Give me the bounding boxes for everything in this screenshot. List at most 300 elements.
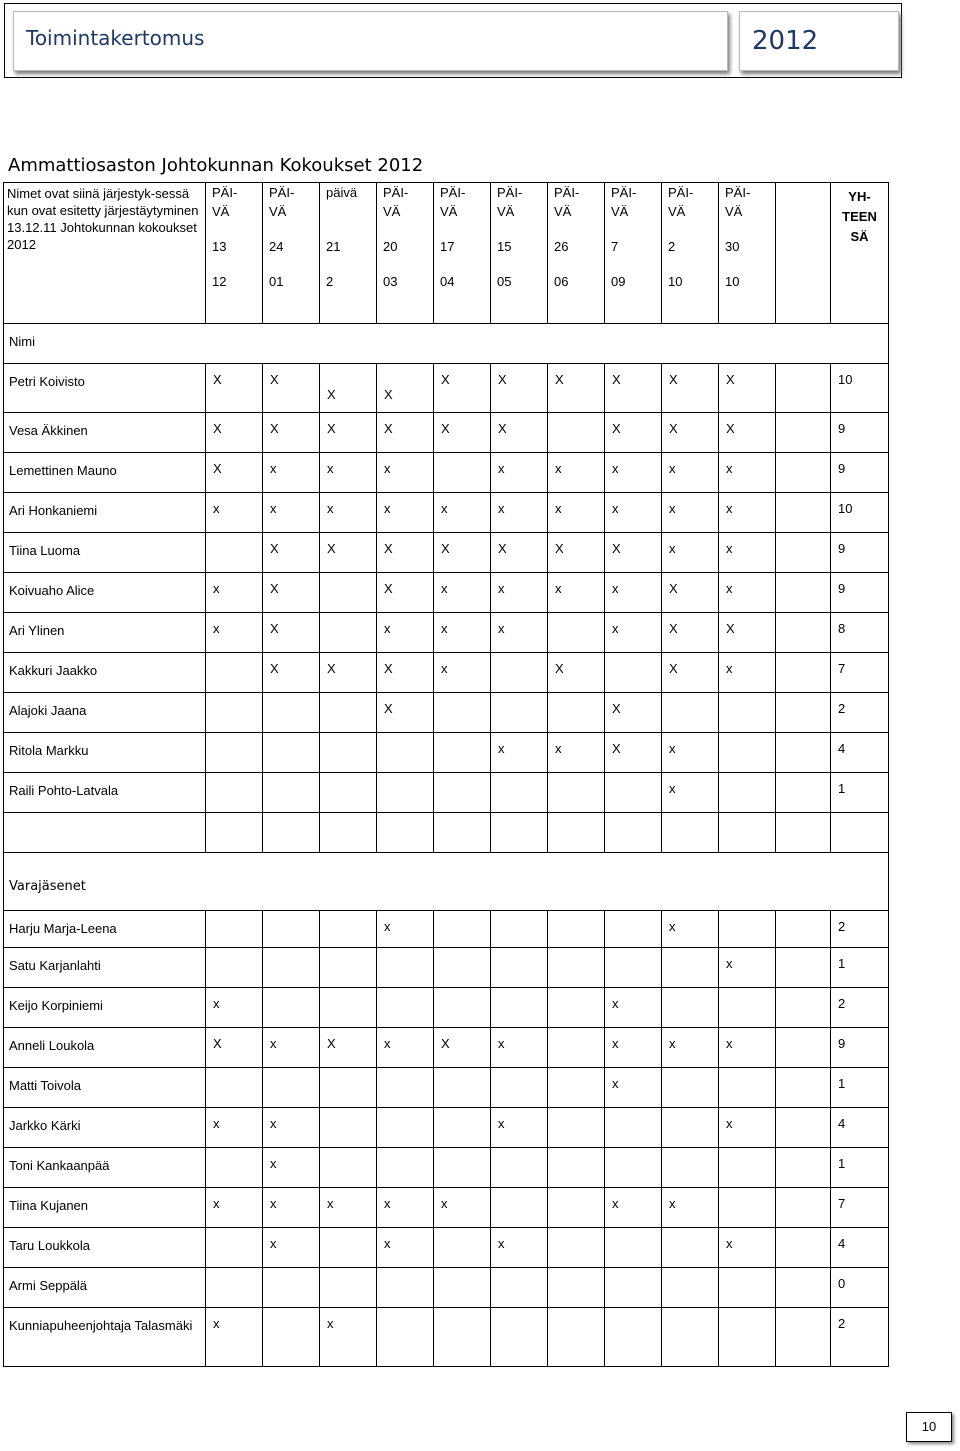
member-name: Anneli Loukola (4, 1028, 206, 1068)
attendance-mark (605, 653, 662, 693)
attendance-mark (320, 1108, 377, 1148)
attendance-mark: X (491, 364, 548, 413)
attendance-mark: x (206, 1308, 263, 1367)
member-name: Satu Karjanlahti (4, 948, 206, 988)
member-row (4, 533, 889, 573)
attendance-mark: x (263, 1108, 320, 1148)
empty-cell (719, 813, 776, 853)
attendance-mark: x (719, 453, 776, 493)
attendance-mark: x (662, 533, 719, 573)
attendance-mark (548, 693, 605, 733)
member-name: Armi Seppälä (4, 1268, 206, 1308)
empty-cell (263, 813, 320, 853)
member-name: Ari Honkaniemi (4, 493, 206, 533)
empty-cell (548, 813, 605, 853)
meeting-month: 10 (668, 274, 683, 289)
attendance-mark (548, 1268, 605, 1308)
day-label: VÄ (440, 204, 458, 219)
attendance-mark (548, 773, 605, 813)
attendance-mark (320, 693, 377, 733)
member-row (4, 613, 889, 653)
empty-cell (776, 453, 831, 493)
member-row (4, 1188, 889, 1228)
attendance-mark (605, 1268, 662, 1308)
day-label: PÄI- (668, 185, 694, 200)
attendance-mark: X (263, 364, 320, 413)
meeting-day: 2 (668, 239, 676, 254)
member-total: 2 (831, 1308, 889, 1367)
member-total: 9 (831, 1028, 889, 1068)
attendance-mark (263, 1068, 320, 1108)
attendance-mark: x (206, 613, 263, 653)
attendance-mark: X (662, 573, 719, 613)
member-total: 4 (831, 1228, 889, 1268)
empty-cell (206, 813, 263, 853)
attendance-mark (206, 693, 263, 733)
attendance-mark (320, 1148, 377, 1188)
attendance-mark (434, 453, 491, 493)
attendance-mark: X (263, 653, 320, 693)
attendance-mark: x (548, 733, 605, 773)
meeting-day: 30 (725, 239, 740, 254)
member-name: Taru Loukkola (4, 1228, 206, 1268)
attendance-mark (434, 1068, 491, 1108)
attendance-mark-text: X (327, 387, 336, 402)
attendance-mark (434, 948, 491, 988)
total-header (831, 183, 889, 324)
day-label: PÄI- (269, 185, 295, 200)
attendance-mark (434, 693, 491, 733)
attendance-mark (605, 911, 662, 948)
empty-cell (831, 813, 889, 853)
day-label: VÄ (611, 204, 629, 219)
empty-cell (776, 1068, 831, 1108)
attendance-mark (605, 1308, 662, 1367)
member-total: 2 (831, 693, 889, 733)
attendance-mark (548, 1228, 605, 1268)
member-row (4, 413, 889, 453)
attendance-mark: x (605, 1028, 662, 1068)
attendance-mark (434, 1148, 491, 1188)
meeting-month: 09 (611, 274, 626, 289)
attendance-mark: x (662, 453, 719, 493)
attendance-mark (377, 1268, 434, 1308)
day-label: päivä (326, 185, 358, 200)
empty-cell (776, 493, 831, 533)
attendance-mark (662, 1268, 719, 1308)
attendance-mark (434, 733, 491, 773)
meeting-date-header (434, 183, 491, 324)
attendance-mark: x (263, 1188, 320, 1228)
attendance-mark: x (377, 493, 434, 533)
attendance-mark (605, 773, 662, 813)
member-name: Ari Ylinen (4, 613, 206, 653)
member-row (4, 1308, 889, 1367)
member-total: 8 (831, 613, 889, 653)
attendance-mark (263, 693, 320, 733)
attendance-mark (719, 773, 776, 813)
attendance-mark (719, 1308, 776, 1367)
meeting-day: 15 (497, 239, 512, 254)
attendance-mark: x (662, 911, 719, 948)
member-total: 0 (831, 1268, 889, 1308)
attendance-mark (377, 1068, 434, 1108)
attendance-mark (605, 1228, 662, 1268)
attendance-mark (320, 1268, 377, 1308)
member-total: 2 (831, 911, 889, 948)
attendance-mark: X (320, 533, 377, 573)
attendance-mark: X (434, 364, 491, 413)
empty-cell (776, 1148, 831, 1188)
empty-cell (491, 813, 548, 853)
attendance-mark-text: X (384, 387, 393, 402)
attendance-mark (662, 988, 719, 1028)
attendance-mark (263, 948, 320, 988)
attendance-mark: x (263, 453, 320, 493)
attendance-mark (434, 773, 491, 813)
attendance-mark: x (491, 573, 548, 613)
attendance-mark (320, 573, 377, 613)
attendance-mark: X (491, 533, 548, 573)
name-column-label: Nimi (4, 324, 889, 364)
attendance-mark (206, 1268, 263, 1308)
attendance-mark (320, 773, 377, 813)
attendance-mark (662, 948, 719, 988)
empty-cell (776, 693, 831, 733)
attendance-mark: x (491, 613, 548, 653)
attendance-mark (320, 613, 377, 653)
member-name: Vesa Äkkinen (4, 413, 206, 453)
empty-cell (776, 413, 831, 453)
attendance-mark (491, 911, 548, 948)
meeting-date-header (377, 183, 434, 324)
attendance-mark (320, 911, 377, 948)
attendance-mark: x (605, 1068, 662, 1108)
attendance-mark: X (548, 653, 605, 693)
attendance-mark: x (263, 1148, 320, 1188)
attendance-mark (377, 364, 434, 413)
member-row (4, 1228, 889, 1268)
attendance-mark: x (662, 1028, 719, 1068)
attendance-table (3, 182, 889, 1367)
meeting-date-header (662, 183, 719, 324)
header-title-box (13, 11, 728, 71)
attendance-mark (377, 1308, 434, 1367)
attendance-mark: X (320, 653, 377, 693)
attendance-mark: X (605, 364, 662, 413)
attendance-mark: X (434, 413, 491, 453)
member-row (4, 1148, 889, 1188)
attendance-mark: X (548, 364, 605, 413)
empty-cell (776, 1108, 831, 1148)
day-label: PÄI- (212, 185, 238, 200)
total-header-line: TEEN (842, 209, 877, 224)
attendance-mark (206, 948, 263, 988)
member-name: Matti Toivola (4, 1068, 206, 1108)
attendance-mark (320, 733, 377, 773)
member-total: 1 (831, 1148, 889, 1188)
empty-cell (776, 653, 831, 693)
attendance-mark (434, 1268, 491, 1308)
attendance-mark: X (263, 573, 320, 613)
attendance-mark: x (206, 1188, 263, 1228)
attendance-mark: x (662, 773, 719, 813)
attendance-mark: X (605, 693, 662, 733)
attendance-mark (206, 533, 263, 573)
attendance-mark: x (434, 493, 491, 533)
attendance-mark: x (605, 1188, 662, 1228)
header-year-box (739, 11, 899, 71)
document-year: 2012 (752, 26, 819, 56)
meeting-date-header (491, 183, 548, 324)
member-total: 7 (831, 1188, 889, 1228)
attendance-mark (320, 364, 377, 413)
attendance-mark: X (491, 413, 548, 453)
attendance-mark: X (263, 533, 320, 573)
attendance-mark: X (662, 653, 719, 693)
member-total: 7 (831, 653, 889, 693)
attendance-mark (491, 988, 548, 1028)
day-label: PÄI- (554, 185, 580, 200)
member-row (4, 1268, 889, 1308)
attendance-mark: x (263, 1228, 320, 1268)
attendance-mark (719, 1068, 776, 1108)
empty-cell (434, 813, 491, 853)
meeting-day: 13 (212, 239, 227, 254)
empty-cell (320, 813, 377, 853)
member-name: Harju Marja-Leena (4, 911, 206, 948)
attendance-mark: X (377, 413, 434, 453)
attendance-mark: x (605, 573, 662, 613)
attendance-mark: x (206, 493, 263, 533)
attendance-mark (377, 733, 434, 773)
day-label: PÄI- (611, 185, 637, 200)
empty-cell (776, 533, 831, 573)
member-row (4, 948, 889, 988)
member-total: 2 (831, 988, 889, 1028)
meeting-month: 04 (440, 274, 455, 289)
attendance-mark: X (206, 364, 263, 413)
attendance-mark (206, 1068, 263, 1108)
member-row (4, 653, 889, 693)
empty-cell (776, 364, 831, 413)
attendance-mark (206, 773, 263, 813)
member-total: 1 (831, 1068, 889, 1108)
member-total: 4 (831, 1108, 889, 1148)
attendance-mark (548, 911, 605, 948)
member-row (4, 1068, 889, 1108)
attendance-mark: x (605, 988, 662, 1028)
attendance-mark (434, 911, 491, 948)
attendance-mark (548, 1308, 605, 1367)
meeting-date-header (320, 183, 377, 324)
attendance-mark (662, 1228, 719, 1268)
attendance-mark: x (434, 613, 491, 653)
empty-cell (776, 988, 831, 1028)
empty-cell (605, 813, 662, 853)
meeting-day: 20 (383, 239, 398, 254)
attendance-mark (605, 1148, 662, 1188)
attendance-mark: x (491, 1228, 548, 1268)
member-row (4, 733, 889, 773)
attendance-mark (491, 773, 548, 813)
attendance-mark (662, 693, 719, 733)
attendance-mark: x (605, 493, 662, 533)
attendance-mark (491, 653, 548, 693)
attendance-mark (377, 948, 434, 988)
member-total: 1 (831, 948, 889, 988)
attendance-mark: X (377, 573, 434, 613)
attendance-mark (548, 988, 605, 1028)
attendance-mark (434, 1308, 491, 1367)
member-total: 4 (831, 733, 889, 773)
attendance-mark (662, 1308, 719, 1367)
day-label: VÄ (212, 204, 230, 219)
attendance-mark: x (377, 613, 434, 653)
empty-cell (776, 948, 831, 988)
meeting-day: 7 (611, 239, 619, 254)
member-row (4, 911, 889, 948)
empty-cell (776, 733, 831, 773)
empty-cell (776, 813, 831, 853)
attendance-mark (377, 1148, 434, 1188)
attendance-mark: x (434, 1188, 491, 1228)
attendance-mark: x (662, 733, 719, 773)
attendance-mark (662, 1068, 719, 1108)
attendance-mark: x (605, 613, 662, 653)
attendance-mark (206, 1148, 263, 1188)
total-header-line: SÄ (850, 229, 869, 244)
attendance-mark: x (662, 1188, 719, 1228)
empty-cell (776, 1228, 831, 1268)
attendance-mark: X (605, 533, 662, 573)
member-name: Koivuaho Alice (4, 573, 206, 613)
attendance-mark: x (719, 653, 776, 693)
empty-cell (776, 773, 831, 813)
attendance-mark: X (206, 1028, 263, 1068)
attendance-mark (548, 1188, 605, 1228)
attendance-mark: X (377, 533, 434, 573)
day-label: PÄI- (497, 185, 523, 200)
meeting-month: 03 (383, 274, 398, 289)
day-label: PÄI- (440, 185, 466, 200)
attendance-mark: x (491, 453, 548, 493)
attendance-mark: X (206, 413, 263, 453)
attendance-mark: X (206, 453, 263, 493)
meeting-date-header (548, 183, 605, 324)
member-name: Kakkuri Jaakko (4, 653, 206, 693)
attendance-mark (548, 1108, 605, 1148)
attendance-mark: x (377, 1228, 434, 1268)
attendance-mark: x (605, 453, 662, 493)
attendance-mark (491, 1268, 548, 1308)
attendance-mark: x (434, 573, 491, 613)
empty-cell (776, 1308, 831, 1367)
attendance-mark (434, 1108, 491, 1148)
day-label: PÄI- (725, 185, 751, 200)
total-header-line: YH- (848, 189, 871, 204)
member-total: 9 (831, 573, 889, 613)
member-total: 9 (831, 413, 889, 453)
attendance-mark (548, 1148, 605, 1188)
attendance-mark (263, 911, 320, 948)
attendance-mark: x (377, 1028, 434, 1068)
day-label: VÄ (269, 204, 287, 219)
empty-cell (776, 1028, 831, 1068)
meeting-month: 05 (497, 274, 512, 289)
meeting-date-header (719, 183, 776, 324)
member-name: Kunniapuheenjohtaja Talasmäki (4, 1308, 206, 1367)
attendance-mark: x (377, 453, 434, 493)
attendance-mark (491, 1068, 548, 1108)
section-title: Ammattiosaston Johtokunnan Kokoukset 2012 (8, 155, 424, 176)
attendance-mark: X (719, 413, 776, 453)
member-total: 10 (831, 493, 889, 533)
member-row (4, 1108, 889, 1148)
attendance-mark: X (377, 653, 434, 693)
meeting-month: 01 (269, 274, 284, 289)
attendance-mark: x (719, 1228, 776, 1268)
attendance-mark (377, 773, 434, 813)
attendance-mark: x (320, 1188, 377, 1228)
attendance-mark: X (719, 613, 776, 653)
attendance-mark (263, 733, 320, 773)
attendance-mark (263, 988, 320, 1028)
attendance-mark: x (719, 493, 776, 533)
attendance-mark (320, 948, 377, 988)
meeting-day: 21 (326, 239, 341, 254)
member-row (4, 1028, 889, 1068)
meeting-date-header (263, 183, 320, 324)
attendance-mark (491, 948, 548, 988)
attendance-mark: x (662, 493, 719, 533)
member-name: Tiina Kujanen (4, 1188, 206, 1228)
attendance-mark (491, 1308, 548, 1367)
attendance-mark: X (605, 733, 662, 773)
attendance-mark (605, 1108, 662, 1148)
attendance-mark: x (263, 1028, 320, 1068)
member-row (4, 493, 889, 533)
attendance-mark (548, 613, 605, 653)
member-name: Jarkko Kärki (4, 1108, 206, 1148)
attendance-mark: X (263, 613, 320, 653)
attendance-mark: x (377, 1188, 434, 1228)
day-label: VÄ (668, 204, 686, 219)
attendance-mark: X (377, 693, 434, 733)
empty-cell (776, 613, 831, 653)
attendance-mark: x (320, 493, 377, 533)
empty-cell (776, 911, 831, 948)
attendance-mark (719, 1148, 776, 1188)
empty-cell (776, 573, 831, 613)
meeting-day: 26 (554, 239, 569, 254)
attendance-mark (377, 1108, 434, 1148)
member-row (4, 693, 889, 733)
attendance-mark (491, 693, 548, 733)
attendance-mark (320, 1228, 377, 1268)
attendance-mark (491, 1148, 548, 1188)
attendance-mark (206, 733, 263, 773)
meeting-month: 06 (554, 274, 569, 289)
day-label: VÄ (497, 204, 515, 219)
attendance-mark: x (548, 573, 605, 613)
empty-cell (776, 183, 831, 324)
day-label: VÄ (725, 204, 743, 219)
attendance-mark (206, 653, 263, 693)
empty-cell (4, 813, 206, 853)
empty-cell (776, 1268, 831, 1308)
attendance-mark: x (719, 1028, 776, 1068)
